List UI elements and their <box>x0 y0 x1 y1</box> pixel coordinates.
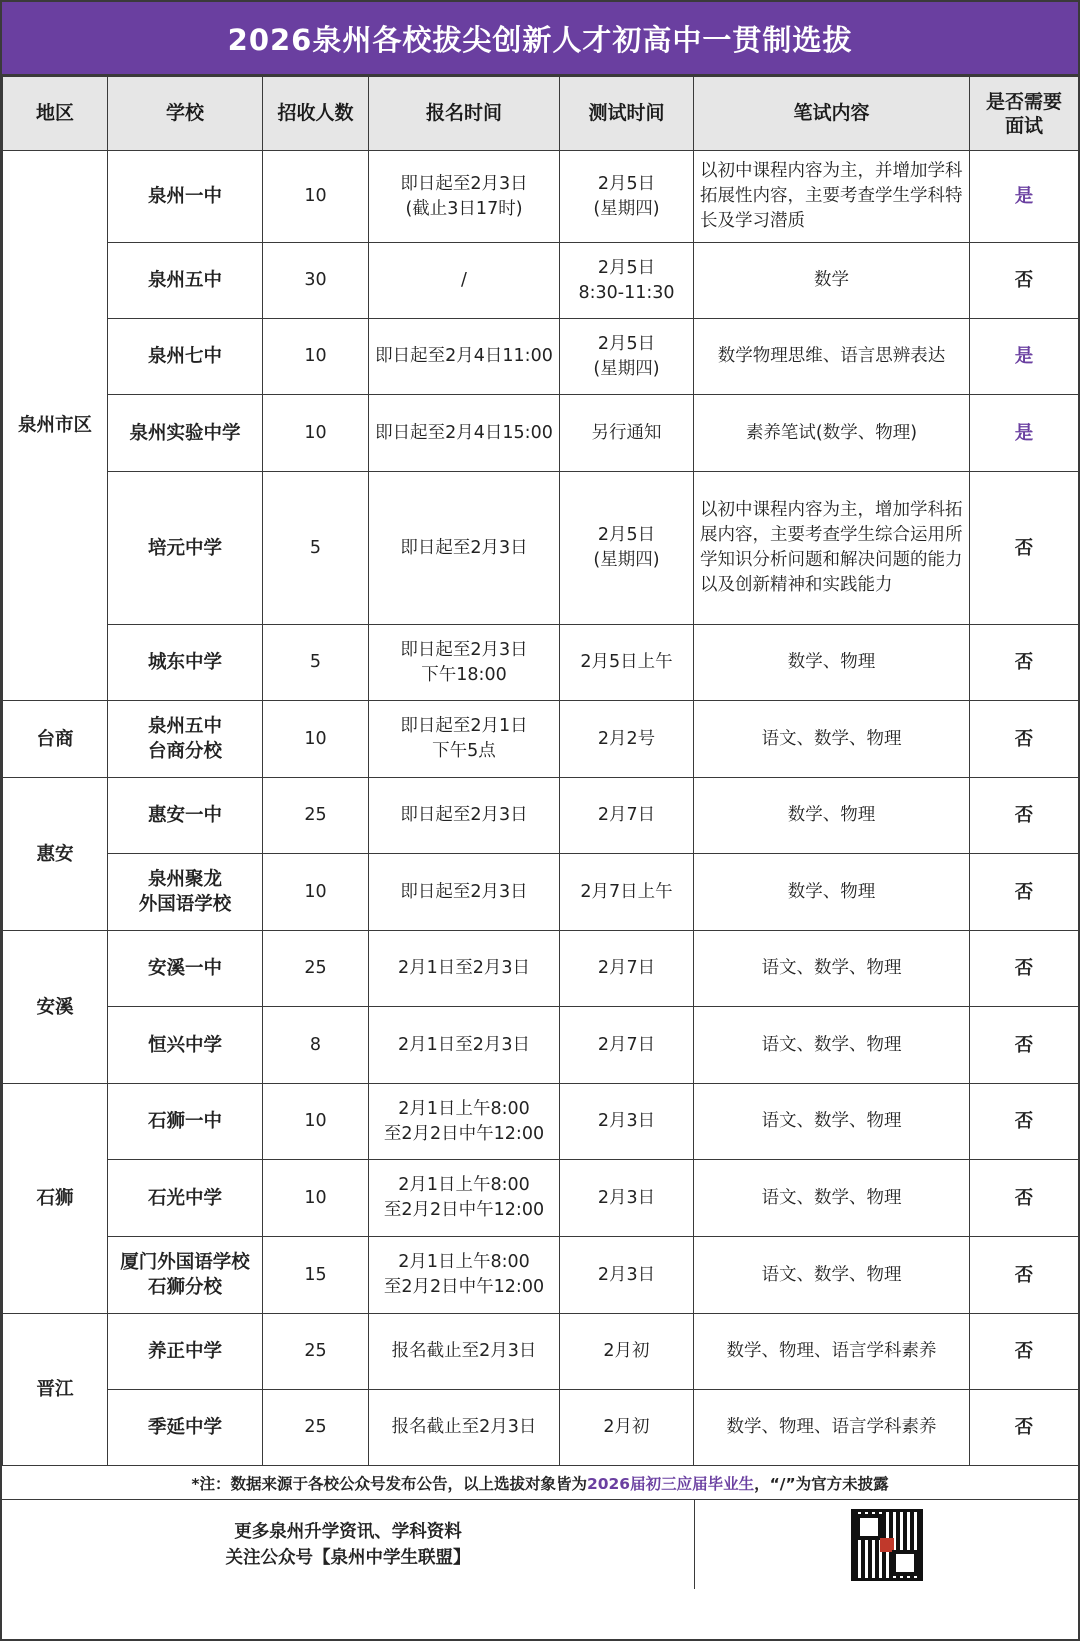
region-cell: 晋江 <box>3 1314 108 1466</box>
footer-promo <box>2 1500 695 1589</box>
region-cell: 泉州市区 <box>3 151 108 701</box>
table-row <box>3 625 1079 701</box>
exam-content-cell: 语文、数学、物理 <box>694 1007 970 1084</box>
school-cell: 厦门外国语学校 石狮分校 <box>108 1237 263 1314</box>
header-signup: 报名时间 <box>369 77 560 151</box>
footnote <box>2 1466 1078 1500</box>
region-cell: 安溪 <box>3 931 108 1084</box>
signup-time-cell: 报名截止至2月3日 <box>369 1390 560 1466</box>
exam-content-cell: 数学、物理 <box>694 854 970 931</box>
table-row <box>3 319 1079 395</box>
footer-line-1: 更多泉州升学资讯、学科资料 <box>234 1521 462 1542</box>
header-test-date: 测试时间 <box>560 77 694 151</box>
region-cell: 惠安 <box>3 778 108 931</box>
signup-time-cell: 2月1日上午8:00 至2月2日中午12:00 <box>369 1160 560 1237</box>
table-row <box>3 1237 1079 1314</box>
footnote-highlight: 2026届初三应届毕业生 <box>586 1474 755 1493</box>
signup-time-cell: 2月1日至2月3日 <box>369 931 560 1007</box>
test-time-cell: 2月3日 <box>560 1084 694 1160</box>
exam-content-cell: 以初中课程内容为主，并增加学科拓展性内容，主要考查学生学科特长及学习潜质 <box>694 151 970 243</box>
signup-time-cell: / <box>369 243 560 319</box>
exam-content-cell: 语文、数学、物理 <box>694 701 970 778</box>
school-cell: 季延中学 <box>108 1390 263 1466</box>
school-cell: 泉州五中 <box>108 243 263 319</box>
signup-time-cell: 即日起至2月4日15:00 <box>369 395 560 472</box>
header-count: 招收人数 <box>263 77 369 151</box>
interview-cell: 否 <box>970 854 1079 931</box>
exam-content-cell: 数学、物理、语言学科素养 <box>694 1390 970 1466</box>
test-time-cell: 2月7日 <box>560 1007 694 1084</box>
signup-time-cell: 即日起至2月1日 下午5点 <box>369 701 560 778</box>
exam-content-cell: 数学物理思维、语言思辨表达 <box>694 319 970 395</box>
table-row <box>3 395 1079 472</box>
test-time-cell: 2月3日 <box>560 1237 694 1314</box>
count-cell: 10 <box>263 395 369 472</box>
school-cell: 泉州五中 台商分校 <box>108 701 263 778</box>
signup-time-cell: 即日起至2月3日 下午18:00 <box>369 625 560 701</box>
exam-content-cell: 以初中课程内容为主，增加学科拓展内容，主要考查学生综合运用所学知识分析问题和解决问题的能力以及创新精神和实践能力 <box>694 472 970 625</box>
qr-code-icon <box>851 1509 923 1581</box>
signup-time-cell: 即日起至2月3日 (截止3日17时) <box>369 151 560 243</box>
table-row <box>3 472 1079 625</box>
interview-cell: 否 <box>970 931 1079 1007</box>
signup-time-cell: 报名截止至2月3日 <box>369 1314 560 1390</box>
interview-cell: 否 <box>970 1084 1079 1160</box>
count-cell: 25 <box>263 778 369 854</box>
test-time-cell: 2月5日 (星期四) <box>560 319 694 395</box>
count-cell: 25 <box>263 1314 369 1390</box>
signup-time-cell: 2月1日上午8:00 至2月2日中午12:00 <box>369 1237 560 1314</box>
count-cell: 10 <box>263 854 369 931</box>
header-region: 地区 <box>3 77 108 151</box>
count-cell: 10 <box>263 319 369 395</box>
test-time-cell: 2月5日 8:30-11:30 <box>560 243 694 319</box>
interview-cell: 否 <box>970 472 1079 625</box>
selection-table <box>2 76 1079 1466</box>
signup-time-cell: 即日起至2月3日 <box>369 472 560 625</box>
school-cell: 养正中学 <box>108 1314 263 1390</box>
count-cell: 25 <box>263 1390 369 1466</box>
test-time-cell: 2月5日上午 <box>560 625 694 701</box>
test-time-cell: 2月初 <box>560 1390 694 1466</box>
table-row <box>3 151 1079 243</box>
count-cell: 10 <box>263 1160 369 1237</box>
exam-content-cell: 语文、数学、物理 <box>694 1084 970 1160</box>
exam-content-cell: 数学 <box>694 243 970 319</box>
interview-cell: 否 <box>970 243 1079 319</box>
interview-cell: 否 <box>970 1160 1079 1237</box>
signup-time-cell: 即日起至2月3日 <box>369 778 560 854</box>
table-row <box>3 1160 1079 1237</box>
school-cell: 泉州实验中学 <box>108 395 263 472</box>
interview-cell: 否 <box>970 1007 1079 1084</box>
header-exam-content: 笔试内容 <box>694 77 970 151</box>
header-interview: 是否需要 面试 <box>970 77 1079 151</box>
interview-cell: 否 <box>970 778 1079 854</box>
school-cell: 泉州七中 <box>108 319 263 395</box>
school-cell: 泉州一中 <box>108 151 263 243</box>
school-cell: 安溪一中 <box>108 931 263 1007</box>
table-row <box>3 1390 1079 1466</box>
school-cell: 石狮一中 <box>108 1084 263 1160</box>
footnote-prefix: *注：数据来源于各校公众号发布公告，以上选拔对象皆为 <box>191 1474 587 1493</box>
exam-content-cell: 数学、物理 <box>694 778 970 854</box>
interview-cell: 是 <box>970 395 1079 472</box>
exam-content-cell: 语文、数学、物理 <box>694 1237 970 1314</box>
table-row <box>3 778 1079 854</box>
school-cell: 泉州聚龙 外国语学校 <box>108 854 263 931</box>
footer-line-2: 关注公众号【泉州中学生联盟】 <box>225 1547 471 1568</box>
table-row <box>3 243 1079 319</box>
table-row <box>3 1007 1079 1084</box>
footer <box>2 1500 1078 1589</box>
test-time-cell: 另行通知 <box>560 395 694 472</box>
test-time-cell: 2月7日上午 <box>560 854 694 931</box>
page-title: 2026泉州各校拔尖创新人才初高中一贯制选拔 <box>2 2 1078 76</box>
school-cell: 城东中学 <box>108 625 263 701</box>
test-time-cell: 2月初 <box>560 1314 694 1390</box>
test-time-cell: 2月3日 <box>560 1160 694 1237</box>
test-time-cell: 2月7日 <box>560 778 694 854</box>
exam-content-cell: 语文、数学、物理 <box>694 931 970 1007</box>
interview-cell: 是 <box>970 151 1079 243</box>
table-row <box>3 931 1079 1007</box>
region-cell: 台商 <box>3 701 108 778</box>
table-header-row <box>3 77 1079 151</box>
region-cell: 石狮 <box>3 1084 108 1314</box>
footnote-suffix: ，“/”为官方未披露 <box>754 1474 889 1493</box>
test-time-cell: 2月7日 <box>560 931 694 1007</box>
count-cell: 10 <box>263 151 369 243</box>
count-cell: 5 <box>263 472 369 625</box>
signup-time-cell: 2月1日上午8:00 至2月2日中午12:00 <box>369 1084 560 1160</box>
school-cell: 石光中学 <box>108 1160 263 1237</box>
exam-content-cell: 数学、物理 <box>694 625 970 701</box>
interview-cell: 否 <box>970 701 1079 778</box>
table-row <box>3 701 1079 778</box>
interview-cell: 否 <box>970 1390 1079 1466</box>
interview-cell: 是 <box>970 319 1079 395</box>
table-row <box>3 854 1079 931</box>
signup-time-cell: 2月1日至2月3日 <box>369 1007 560 1084</box>
count-cell: 10 <box>263 701 369 778</box>
exam-content-cell: 素养笔试(数学、物理) <box>694 395 970 472</box>
signup-time-cell: 即日起至2月3日 <box>369 854 560 931</box>
school-cell: 培元中学 <box>108 472 263 625</box>
signup-time-cell: 即日起至2月4日11:00 <box>369 319 560 395</box>
interview-cell: 否 <box>970 1314 1079 1390</box>
header-school: 学校 <box>108 77 263 151</box>
footer-qr-area <box>695 1500 1078 1589</box>
table-row <box>3 1314 1079 1390</box>
count-cell: 10 <box>263 1084 369 1160</box>
interview-cell: 否 <box>970 625 1079 701</box>
table-row <box>3 1084 1079 1160</box>
test-time-cell: 2月2号 <box>560 701 694 778</box>
test-time-cell: 2月5日 (星期四) <box>560 472 694 625</box>
count-cell: 15 <box>263 1237 369 1314</box>
exam-content-cell: 数学、物理、语言学科素养 <box>694 1314 970 1390</box>
test-time-cell: 2月5日 (星期四) <box>560 151 694 243</box>
interview-cell: 否 <box>970 1237 1079 1314</box>
school-cell: 恒兴中学 <box>108 1007 263 1084</box>
count-cell: 5 <box>263 625 369 701</box>
exam-content-cell: 语文、数学、物理 <box>694 1160 970 1237</box>
count-cell: 25 <box>263 931 369 1007</box>
count-cell: 30 <box>263 243 369 319</box>
count-cell: 8 <box>263 1007 369 1084</box>
school-cell: 惠安一中 <box>108 778 263 854</box>
